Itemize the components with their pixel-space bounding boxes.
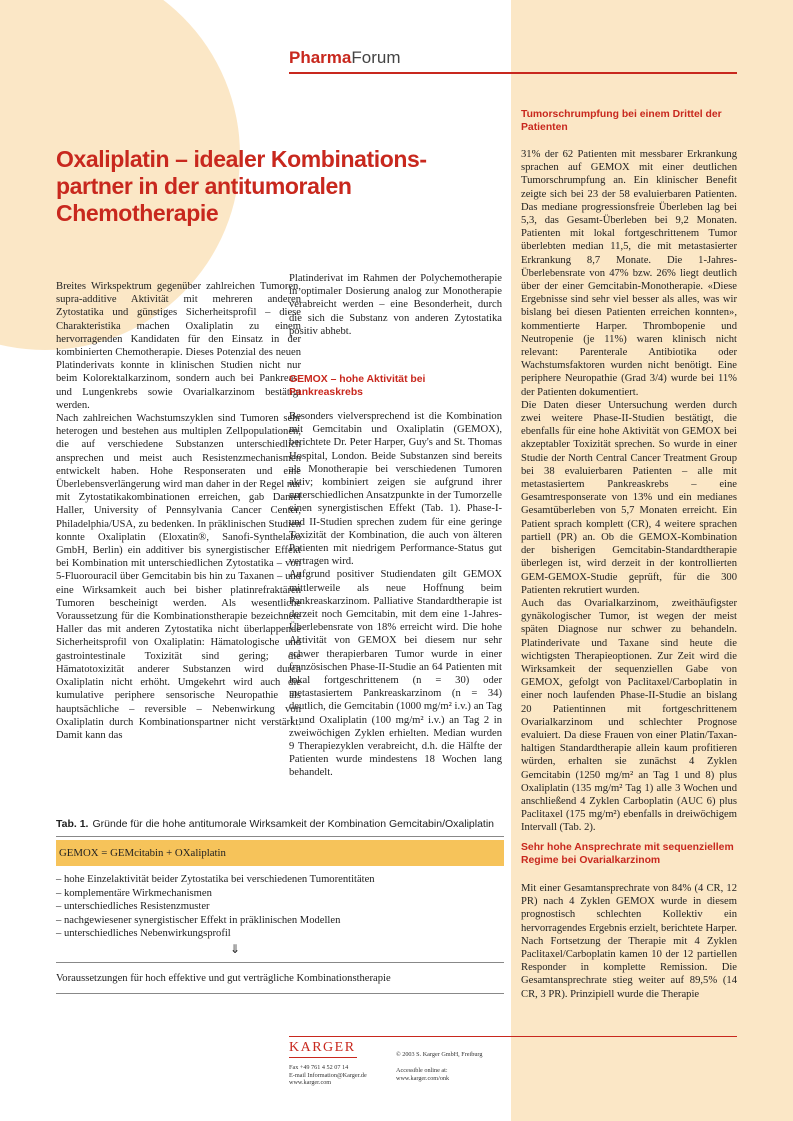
table-footer: Voraussetzungen für hoch effektive und gut verträgliche Kombinationstherapie [56,973,391,984]
brand-header [289,48,401,68]
table-row: – unterschiedliches Nebenwirkungsprofil [56,928,231,940]
column-3 [521,148,737,835]
fax-line: Fax +49 761 4 52 07 14 [289,1064,349,1071]
online-access-block [396,1067,449,1082]
online-label: Accessible online at: [396,1067,448,1074]
footer-divider [289,1036,737,1037]
column-2-body [289,410,502,780]
paragraph: 31% der 62 Patienten mit messbarer Erkrankung sprachen auf GEMOX mit einer deutlichen Tumorschrumpfung an. Ein klinischer Benefit zeigte sich bei 23 der 58 evaluierbaren Patienten. Das mediane progressionsfreie Überleben lag bei 5,3, das Gesamt-Überleben bei 9,2 Monaten. Patienten mit lokal fortgeschrittenem Tumor überlebten median 11,5, die mit metastasierter Erkrankung 8,7 Monate. Die 1-Jahres-Überlebensrate von 47% bzw. 26% liegt deutlich über der einer Gemcitabin-Monotherapie. «Diese Ergebnisse sind sehr viel besser als alles, was wir bislang bei diesen Patienten erreichen konnten», kommentierte Harper. Thrombopenie und Neutropenie (je 11%) waren klinisch nicht relevant: Parenterale Antibiotika oder Wachstumsfaktoren wurden nicht benötigt. Eine periphere Neuropathie (Grad 3/4) wurde bei 11% der Patienten dokumentiert. [521,149,737,398]
table-label: Tab. 1. [56,818,89,830]
brand-part-1: Pharma [289,48,352,67]
brand-part-2: Forum [351,48,401,67]
website-link[interactable]: www.karger.com [289,1079,332,1087]
table-row: – hohe Einzelaktivität beider Zytostatika bei verschiedenen Tumorentitäten [56,874,375,885]
table-caption-text: Gründe für die hohe antitumorale Wirksamkeit der Kombination Gemcitabin/Oxaliplatin [92,818,495,830]
table-rule-top [56,836,504,837]
contact-block [289,1064,367,1087]
arrow-down-icon: ⇓ [230,942,241,956]
paragraph: Aufgrund positiver Studiendaten gilt GEMOX mittlerweile als neue Hoffnung beim Pankreaskarzinom. Palliative Standardtherapie ist derzeit noch Gemcitabin, mit dem eine 1-Jahres-Überlebensrate von 18% erreicht wird. Die hohe Aktivität von GEMOX bei diesem nur sehr schwer therapierbaren Tumor wurde in einer französischen Phase-II-Studie an 64 Patienten mit lokal fortgeschrittenem (n = 30) oder metastasiertem Pankreaskarzinom (n = 34) deutlich, die Gemcitabin (1000 mg/m² i.v.) an Tag 1 und Oxaliplatin (100 mg/m² i.v.) an Tag 2 in zweiwöchigen Zyklen erhielten. Median wurden 9 Therapiezyklen verabreicht, d.h. die Hälfte der Patienten wurde mindestens 18 Wochen lang behandelt. [289,569,502,779]
column-2-intro [289,272,502,338]
logo-underline [289,1057,357,1058]
table-row: – nachgewiesener synergistischer Effekt in präklinischen Modellen [56,914,341,926]
brand-divider [289,72,737,74]
article-title: Oxaliplatin – idealer Kombinations-partner in der antitumoralen Chemotherapie [56,146,427,226]
online-url-link[interactable]: www.karger.com/onk [396,1074,450,1082]
column-4 [521,882,737,1001]
table-caption [56,818,506,830]
table-row: – unterschiedliches Resistenzmuster [56,901,210,913]
paragraph: Besonders vielversprechend ist die Kombination mit Gemcitabin und Oxaliplatin (GEMOX), berichtete Dr. Peter Harper, Guy's and St. Thomas Hospital, London. Beide Substanzen sind bereits als Monotherapie bei verschiedenen Tumoren aktiv; kombiniert zeigen sie aufgrund ihrer unterschiedlichen Ansatzpunkte in der Tumorzelle einen synergistischen Effekt (Tab. 1). Phase-I- und II-Studien sprechen zudem für eine geringe Toxizität der Kombination, die auch von älteren Patienten mit niedrigem Performance-Status gut vertragen wird. [289,411,503,568]
table-rule-bottom [56,993,504,994]
section-heading-ovarialkarzinom: Sehr hohe Ansprechrate mit sequenziellem Regime bei Ovarialkarzinom [521,842,734,866]
table-header: GEMOX = GEMcitabin + OXaliplatin [56,840,504,866]
table-rule-middle [56,962,504,963]
table-rows [56,873,504,941]
email-line: E-mail Information@Karger.de [289,1071,367,1079]
paragraph: Nach zahlreichen Wachstumszyklen sind Tumoren sehr heterogen und bestehen aus multiplen Zellpopulationen, die auf verschiedene Substanzen unterschiedlich ansprechen und meist auch Resistenzmechanismen entwickelt haben. Hohe Responseraten und eine Überlebensverlängerung wird man daher in der Regel nur mit Zytostatikakombinationen erreichen, gab Daniel Haller, University of Pennsylvania Cancer Center, Philadelphia/USA, zu bedenken. In präklinischen Studien konnte Oxaliplatin (Eloxatin®, Sanofi-Synthelabo GmbH, Berlin) ein additiver bis synergistischer Effekt bei Kombination mit unterschiedlichen Zytostatika – von 5-Fluorouracil über Gemcitabin bis hin zu Taxanen – und eine Wirksamkeit auch bei bisher platinrefraktären Tumoren bescheinigt werden. Als wesentliche Voraussetzung für die Kombinationstherapie bezeichnete Haller das mit anderen Zytostatika nicht überlappende Sicherheitsprofil von Oxaliplatin: Hämatologische und gastrointestinale Toxizität sind gering; die Hämatotoxizität anderer Substanzen wird durch Oxaliplatin nicht erhöht. Umgekehrt wird auch die kumulative periphere sensorische Neuropathie als hauptsächliche – reversible – Nebenwirkung von Oxaliplatin durch Kombinationspartner nicht verstärkt. Damit kann das [56,413,301,741]
paragraph: Die Daten dieser Untersuchung werden durch zwei weitere Phase-II-Studien bestätigt, die ebenfalls für eine hohe Aktivität von GEMOX bei akzeptabler Toxizität sprechen. So wurde in einer Studie der North Central Cancer Treatment Group bei 38 evaluierbaren Patienten – alle mit metastasiertem Pankreaskrebs – eine Gesamtresponserate von 13% und ein medianes Gesamtüberleben von 5,7 Monaten erreicht. Ein Patient sprach komplett (CR), 4 weitere sprachen partiell (PR) an. Ob die GEMOX-Kombination der bisherigen Gemcitabin-Standardtherapie überlegen ist, wird derzeit in der kontrollierten GEM-GEMOX-Studie geprüft, für die 300 Patienten rekrutiert wurden. [521,399,737,596]
section-heading-tumorschrumpfung: Tumorschrumpfung bei einem Drittel der Patienten [521,109,722,133]
paragraph: Auch das Ovarialkarzinom, zweithäufigster gynäkologischer Tumor, ist wegen der meist späten Diagnose nur schwer zu behandeln. Platinderivate und Taxane sind heute die wichtigsten Therapieoptionen. Zur Zeit wird die Wirksamkeit der sequenziellen Gabe von GEMOX, gefolgt von Paclitaxel/Carboplatin in einer noch laufenden Phase-II-Studie an bislang 20 Patientinnen mit fortgeschrittenem Ovarialkarzinom und schlechter Prognose evaluiert. Da diese Frauen von einer Platin/Taxan-haltigen Standardtherapie allein kaum profitieren würden, erhalten sie zunächst 4 Zyklen Gemcitabin (1250 mg/m² an Tag 1 und 8) plus Oxaliplatin (135 mg/m² Tag 1) alle 3 Wochen und anschließend 4 Zyklen Carboplatin (AUC 6) plus Paclitaxel (175 mg/m²) ebenfalls in dreiwöchigem Intervall (Tab. 2). [521,597,737,834]
table-row: – komplementäre Wirkmechanismen [56,887,212,899]
copyright-notice: © 2003 S. Karger GmbH, Freiburg [396,1051,483,1058]
column-1 [56,280,301,742]
paragraph: Platinderivat im Rahmen der Polychemotherapie in optimaler Dosierung analog zur Monotherapie verabreicht werden – eine Besonderheit, durch die sich die Substanz von anderen Zytostatika positiv abhebt. [289,273,502,337]
section-heading-gemox: GEMOX – hohe Aktivität bei Pankreaskrebs [289,374,426,398]
paragraph: Mit einer Gesamtansprechrate von 84% (4 CR, 12 PR) nach 4 Zyklen GEMOX wurde in diesem prognostisch schlechten Kollektiv ein hervorragendes Ergebnis erzielt, berichtete Harper. Nach Fortsetzung der Therapie mit 4 Zyklen Paclitaxel/Carboplatin kamen 10 der 12 partiellen Responder in komplette Remission. Die Gesamtansprechrate stieg weiter auf 89,5% (14 CR, 3 PR). Prinzipiell wurde die Therapie [521,883,737,1000]
publisher-logo: KARGER [289,1040,356,1055]
paragraph: Breites Wirkspektrum gegenüber zahlreichen Tumoren, supra-additive Aktivität mit mehreren anderen Zytostatika und günstiges Sicherheitsprofil – diese Charakteristika machen Oxaliplatin zu einem hervorragenden Kandidaten für den Einsatz in der kombinierten Chemotherapie. Dieses Potenzial des neuen Platinderivats konnte in klinischen Studien nicht nur beim Kolorektalkarzinom, sondern auch bei Pankreas- und Lungenkrebs sowie Ovarialkarzinom bestätigt werden. [56,281,301,411]
